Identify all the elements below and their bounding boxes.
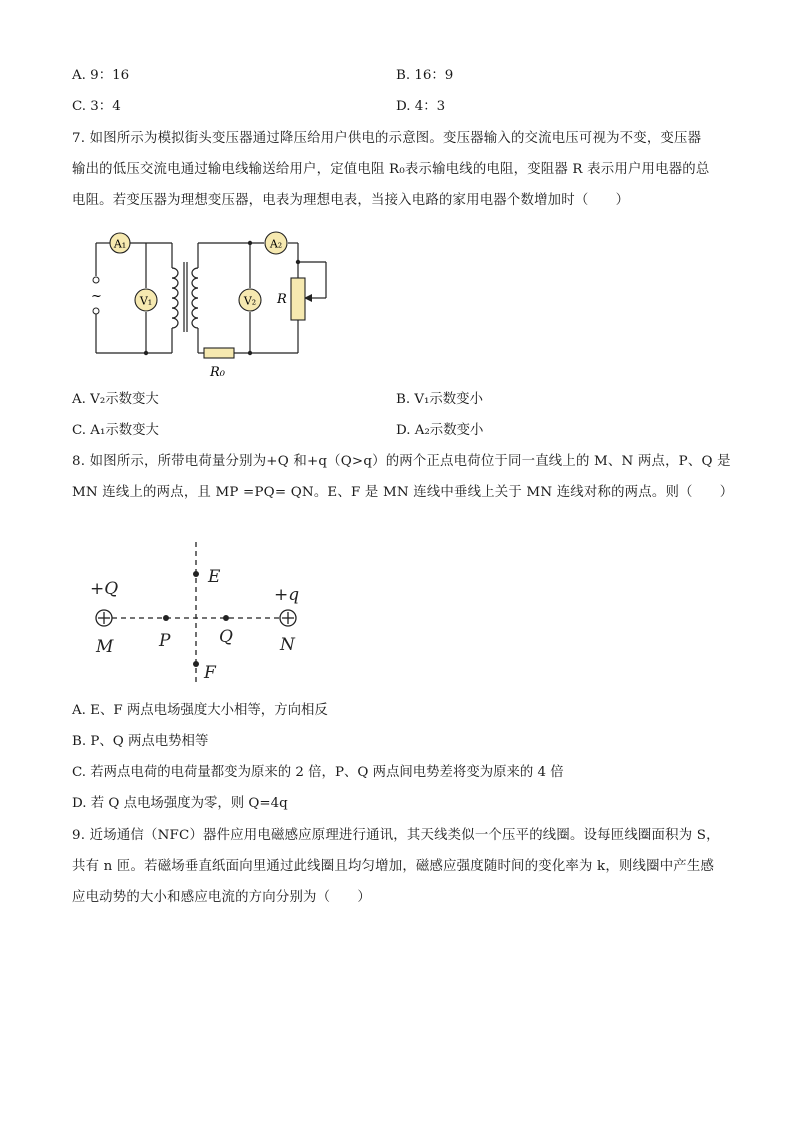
ammeter-a2	[265, 232, 287, 254]
point-charges-diagram	[84, 538, 324, 686]
transformer-circuit-diagram	[88, 228, 338, 384]
ac-source-symbol: ~	[91, 289, 102, 304]
charge-m	[96, 610, 112, 626]
primary-coil	[172, 268, 178, 328]
v1-label: V₁	[139, 294, 153, 308]
resistor-r0	[204, 348, 234, 358]
q6-option-c: C. 3：4	[72, 99, 121, 114]
q7-option-b: B. V₁示数变小	[396, 392, 483, 407]
q6-option-d: D. 4：3	[396, 99, 446, 114]
a2-label: A₂	[269, 237, 283, 251]
e-label: E	[208, 567, 221, 587]
q8-option-a: A. E、F 两点电场强度大小相等，方向相反	[72, 703, 328, 718]
q8-option-d: D. 若 Q 点电场强度为零，则 Q=4q	[72, 796, 288, 811]
r-label: R	[277, 292, 287, 307]
q6-option-a: A. 9：16	[72, 68, 130, 83]
f-label: F	[204, 663, 216, 683]
point-e	[193, 571, 199, 577]
charge-n	[280, 610, 296, 626]
secondary-coil	[192, 268, 198, 328]
a1-label: A₁	[113, 237, 127, 251]
rheostat-r	[291, 278, 305, 320]
n-label: N	[280, 635, 295, 655]
q7-stem-line-2: 输出的低压交流电通过输电线输送给用户，定值电阻 R₀表示输电线的电阻，变阻器 R 表示用户用电器的总	[72, 162, 710, 177]
q7-stem-line-1: 7. 如图所示为模拟街头变压器通过降压给用户供电的示意图。变压器输入的交流电压可视为不变，变压器	[72, 131, 702, 146]
q7-option-d: D. A₂示数变小	[396, 423, 484, 438]
v2-label: V₂	[243, 294, 257, 308]
q-label: Q	[219, 627, 233, 647]
point-q	[223, 615, 229, 621]
ammeter-a1	[110, 233, 130, 253]
point-p	[163, 615, 169, 621]
q8-stem-line-1: 8. 如图所示，所带电荷量分别为+Q 和+q（Q>q）的两个正点电荷位于同一直线上的 M、N 两点，P、Q 是	[72, 454, 731, 469]
m-label: M	[96, 637, 114, 657]
voltmeter-v1	[135, 289, 157, 311]
q9-stem-line-2: 共有 n 匝。若磁场垂直纸面向里通过此线圈且均匀增加，磁感应强度随时间的变化率为 k，则线圈中产生感	[72, 859, 715, 874]
q6-option-b: B. 16：9	[396, 68, 454, 83]
r0-label: R₀	[210, 365, 225, 380]
q8-stem-line-2: MN 连线上的两点，且 MP =PQ= QN。E、F 是 MN 连线中垂线上关于 MN 连线对称的两点。则（ ）	[72, 485, 734, 500]
plus-q-small-label: +q	[274, 585, 300, 605]
q9-stem-line-3: 应电动势的大小和感应电流的方向分别为（ ）	[72, 890, 371, 905]
voltmeter-v2	[239, 289, 261, 311]
point-f	[193, 661, 199, 667]
p-label: P	[159, 631, 171, 651]
q9-stem-line-1: 9. 近场通信（NFC）器件应用电磁感应原理进行通讯，其天线类似一个压平的线圈。设每匝线圈面积为 S，	[72, 828, 720, 843]
q7-stem-line-3: 电阻。若变压器为理想变压器，电表为理想电表，当接入电路的家用电器个数增加时（ ）	[72, 193, 630, 208]
q8-option-c: C. 若两点电荷的电荷量都变为原来的 2 倍，P、Q 两点间电势差将变为原来的 4 倍	[72, 765, 564, 780]
q8-option-b: B. P、Q 两点电势相等	[72, 734, 209, 749]
q7-option-c: C. A₁示数变大	[72, 423, 159, 438]
plus-q-big-label: +Q	[90, 579, 119, 599]
q7-option-a: A. V₂示数变大	[72, 392, 159, 407]
